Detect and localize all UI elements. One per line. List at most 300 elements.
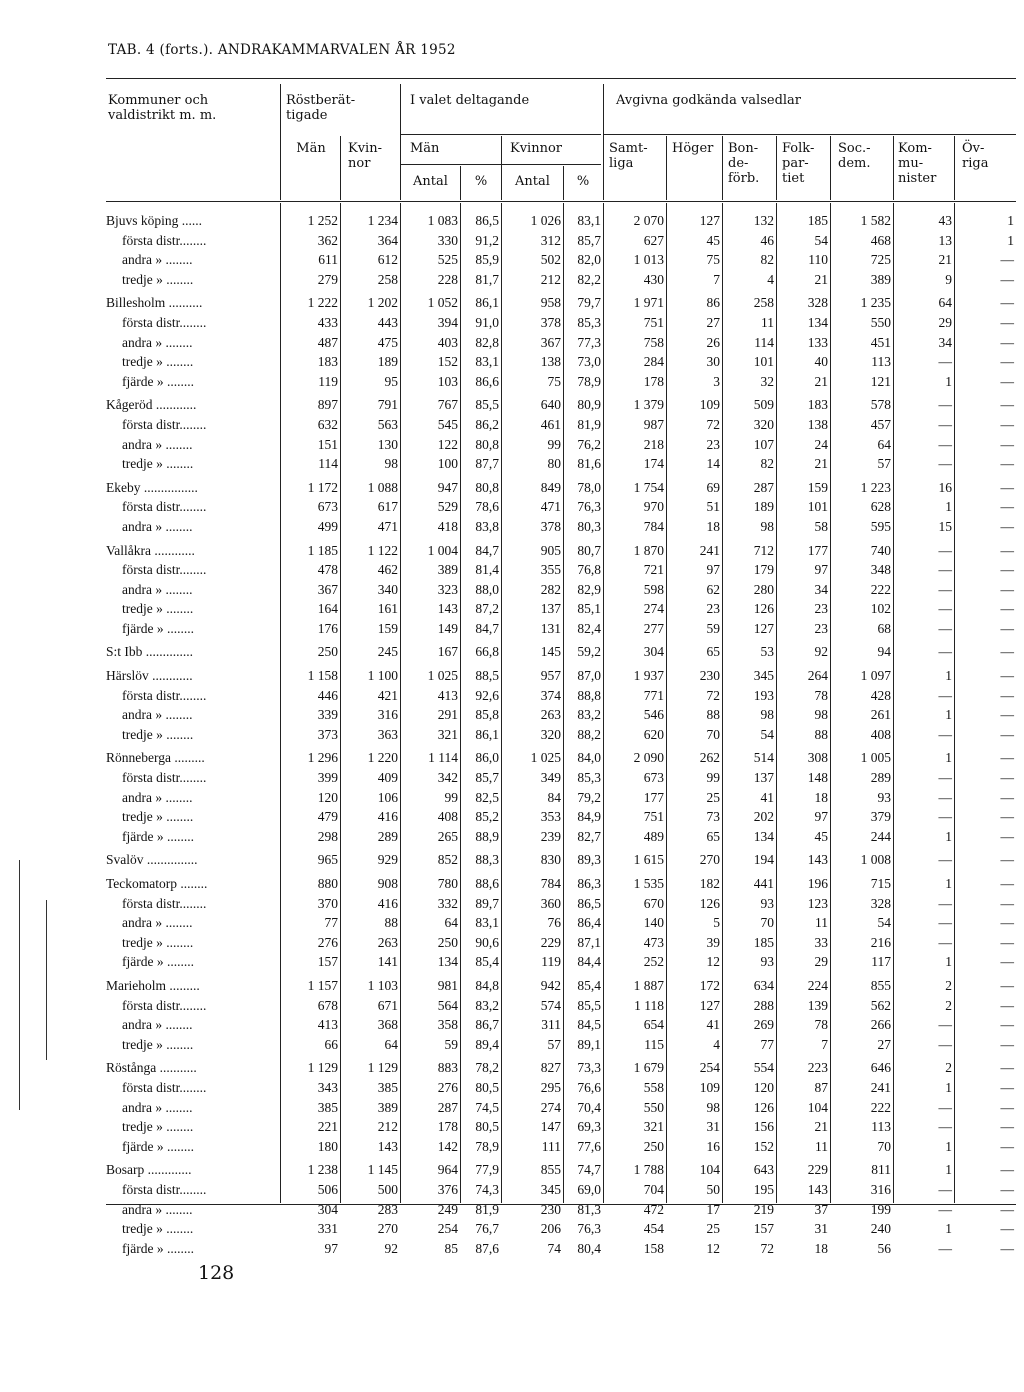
table-row-municipality [106,391,1017,415]
table-cell: 183 [317,354,338,370]
table-cell: 9 [945,271,952,287]
table-cell: 76,3 [577,499,601,515]
table-cell: 263 [540,707,561,723]
table-cell: 88 [384,915,398,931]
row-label-text: första distr........ [122,770,207,786]
table-cell: 416 [377,809,398,825]
table-cell: 230 [540,1201,561,1217]
table-cell: 29 [814,954,828,970]
table-cell: 230 [699,668,720,684]
table-cell: — [938,354,952,370]
row-label-text: Marieholm ......... [106,977,200,993]
table-cell: 224 [807,977,828,993]
table-cell: 7 [713,271,720,287]
table-cell: 151 [317,436,338,452]
header-sub-rule-left [401,134,601,135]
table-cell: 82,5 [475,789,499,805]
table-cell: 1 296 [307,750,338,766]
table-cell: 59 [706,620,720,636]
table-cell: 827 [540,1060,561,1076]
table-cell: 1 083 [427,213,458,228]
table-cell: 374 [540,687,561,703]
table-cell: 389 [870,271,891,287]
table-cell: — [938,687,952,703]
table-cell: 751 [643,314,664,330]
table-cell: 80 [547,456,561,472]
row-label-text: tredje » ........ [122,271,194,287]
row-label-text: Teckomatorp ........ [106,876,208,891]
table-cell: — [1000,620,1014,636]
table-cell: 964 [437,1162,458,1178]
table-cell: 471 [540,499,561,515]
table-cell: 1 937 [633,668,664,684]
table-cell: 250 [317,644,338,660]
table-row-district [106,705,1017,725]
table-cell: 21 [814,456,828,472]
row-label-text: första distr........ [122,232,207,248]
table-cell: 77,6 [577,1138,601,1154]
table-cell: 612 [377,252,398,268]
table-cell: 316 [377,707,398,723]
table-cell: 81,6 [577,456,601,472]
table-cell: 206 [540,1221,561,1237]
table-cell: 291 [437,707,458,723]
table-cell: 1 008 [860,852,891,868]
table-cell: 86,5 [475,213,499,228]
table-cell: 554 [753,1060,774,1076]
header-kommuner-line2: valdistrikt m. m. [108,108,217,123]
table-cell: 1 [945,1138,952,1154]
table-cell: 62 [706,581,720,597]
table-cell: 332 [437,895,458,911]
table-cell: 1 122 [367,542,398,558]
table-cell: 321 [437,726,458,742]
header-divider [722,136,723,200]
table-cell: 11 [815,915,828,931]
table-cell: 321 [643,1119,664,1135]
table-cell: 4 [767,271,774,287]
table-cell: 418 [437,518,458,534]
table-cell: 784 [643,518,664,534]
table-cell: 132 [753,213,774,228]
table-cell: 80,5 [475,1119,499,1135]
table-cell: — [1000,1119,1014,1135]
table-cell: 46 [760,232,774,248]
table-cell: 117 [871,954,891,970]
table-cell: 178 [437,1119,458,1135]
table-cell: — [938,726,952,742]
table-cell: 29 [938,314,952,330]
table-cell: 646 [870,1060,891,1076]
table-cell: 70 [877,1138,891,1154]
table-cell: 1 088 [367,479,398,495]
table-cell: 284 [643,354,664,370]
table-cell: 122 [437,436,458,452]
table-cell: 1 052 [427,295,458,311]
row-label-text: Ekeby ................ [106,479,198,495]
table-cell: 80,7 [577,542,601,558]
table-cell: 87 [814,1079,828,1095]
table-cell: 1 026 [530,213,561,228]
table-cell: 31 [814,1221,828,1237]
table-cell: 339 [317,707,338,723]
table-cell: 274 [540,1099,561,1115]
table-cell: 403 [437,334,458,350]
table-cell: 11 [815,1138,828,1154]
table-cell: 270 [377,1221,398,1237]
table-cell: 249 [437,1201,458,1217]
table-cell: 74,7 [577,1162,601,1178]
table-cell: 194 [753,852,774,868]
row-label [106,391,281,415]
table-cell: — [1000,668,1014,684]
table-cell: 99 [547,436,561,452]
table-cell: 506 [317,1181,338,1197]
table-cell: 97 [324,1240,338,1256]
table-cell: 145 [540,644,561,660]
table-cell: 41 [760,789,774,805]
table-cell: 2 090 [633,750,664,766]
table-cell: — [1000,1181,1014,1197]
table-row-district [106,913,1017,933]
table-cell: 212 [540,271,561,287]
table-cell: 180 [317,1138,338,1154]
header-folk-line3: tiet [782,171,805,186]
table-cell: 1 223 [860,479,891,495]
table-cell: 311 [541,1017,561,1033]
table-cell: 178 [643,373,664,389]
table-cell: 156 [753,1119,774,1135]
row-label [106,289,281,313]
table-cell: 21 [814,271,828,287]
table-cell: 92 [814,644,828,660]
table-cell: — [1000,828,1014,844]
table-row-municipality [106,537,1017,561]
table-cell: 1 [945,1079,952,1095]
table-cell: 73 [706,809,720,825]
table-cell: 66,8 [475,644,499,660]
row-label-text: andra » ........ [122,436,193,452]
table-cell: 489 [643,828,664,844]
table-cell: 473 [643,934,664,950]
row-label [106,662,281,686]
table-cell: 430 [643,271,664,287]
table-cell: 87,2 [475,601,499,617]
table-cell: 3 [713,373,720,389]
table-cell: 758 [643,334,664,350]
row-label-text: andra » ........ [122,1017,193,1033]
table-cell: 97 [706,562,720,578]
table-cell: 413 [317,1017,338,1033]
table-cell: — [1000,479,1014,495]
table-cell: 771 [643,687,664,703]
table-cell: — [938,416,952,432]
table-cell: 78 [814,687,828,703]
row-label [106,1137,281,1157]
table-cell: 82 [760,456,774,472]
table-cell: — [1000,954,1014,970]
table-cell: 54 [760,726,774,742]
table-cell: 340 [377,581,398,597]
table-cell: 345 [540,1181,561,1197]
table-cell: 564 [437,997,458,1013]
table-cell: 258 [377,271,398,287]
row-label [106,846,281,870]
table-cell: — [1000,271,1014,287]
table-cell: 304 [317,1201,338,1217]
row-label [106,952,281,972]
table-row-district [106,454,1017,474]
header-rostberattigade-line2: tigade [286,108,328,123]
header-hoger: Höger [672,141,714,156]
table-cell: 85,8 [475,707,499,723]
table-cell: 79,2 [577,789,601,805]
table-cell: 64 [877,436,891,452]
table-cell: 2 [945,1060,952,1076]
table-cell: 41 [706,1017,720,1033]
table-cell: 1 103 [367,977,398,993]
table-cell: — [938,809,952,825]
table-cell: 138 [540,354,561,370]
table-cell: 159 [807,479,828,495]
table-cell: — [1000,1162,1014,1178]
table-cell: — [938,789,952,805]
table-cell: 85,7 [475,770,499,786]
table-cell: 343 [317,1079,338,1095]
table-cell: 88,5 [475,668,499,684]
table-cell: 1 025 [427,668,458,684]
table-cell: 264 [807,668,828,684]
table-cell: 791 [377,397,398,413]
row-label [106,827,281,847]
row-label-text: Kågeröd ............ [106,397,197,413]
table-cell: 433 [317,314,338,330]
header-antal2: Antal [515,174,550,189]
table-cell: 2 070 [633,213,664,228]
table-cell: 908 [377,876,398,891]
table-row-municipality [106,289,1017,313]
table-cell: 1 615 [633,852,664,868]
row-label [106,638,281,662]
table-cell: 373 [317,726,338,742]
table-cell: 94 [877,644,891,660]
row-label [106,372,281,392]
table-cell: 89,4 [475,1036,499,1052]
header-divider [666,136,667,200]
table-cell: 216 [870,934,891,950]
table-cell: 69,3 [577,1119,601,1135]
table-cell: 457 [870,416,891,432]
table-cell: 222 [870,1099,891,1115]
table-cell: 1 172 [307,479,338,495]
table-cell: 362 [317,232,338,248]
header-bonde-line1: Bon- [728,141,759,156]
row-label-text: Billesholm .......... [106,295,203,311]
table-row-district [106,827,1017,847]
table-cell: 179 [753,562,774,578]
table-cell: — [938,915,952,931]
row-label-text: fjärde » ........ [122,373,194,389]
table-cell: 189 [377,354,398,370]
header-kvinnor-line1: Kvin- [348,141,382,156]
table-cell: 725 [870,252,891,268]
table-cell: 65 [706,828,720,844]
table-cell: 1 887 [633,977,664,993]
table-cell: 1 145 [367,1162,398,1178]
table-cell: 1 025 [530,750,561,766]
row-label-text: Bosarp ............. [106,1162,192,1178]
table-cell: 21 [814,1119,828,1135]
table-cell: 85,3 [577,770,601,786]
table-cell: 93 [760,895,774,911]
table-cell: — [938,562,952,578]
table-row-district [106,788,1017,808]
row-label-text: tredje » ........ [122,456,194,472]
table-cell: 640 [540,397,561,413]
table-cell: 27 [706,314,720,330]
table-cell: 1 [945,828,952,844]
table-cell: — [1000,581,1014,597]
table-cell: 441 [753,876,774,891]
header-soc-line2: dem. [838,156,871,171]
table-cell: 1 [945,707,952,723]
table-cell: 98 [760,707,774,723]
row-label [106,270,281,290]
table-cell: 23 [814,620,828,636]
table-cell: 276 [317,934,338,950]
table-cell: 670 [643,895,664,911]
table-cell: 76 [547,915,561,931]
table-cell: 263 [377,934,398,950]
table-cell: 1 788 [633,1162,664,1178]
margin-mark [19,860,20,1110]
table-cell: 1 004 [427,542,458,558]
table-cell: — [1000,314,1014,330]
table-cell: 929 [377,852,398,868]
table-cell: 137 [540,601,561,617]
table-cell: 283 [377,1201,398,1217]
table-row-municipality [106,474,1017,498]
table-cell: 1 097 [860,668,891,684]
header-socdem [838,141,871,171]
table-cell: 86,0 [475,750,499,766]
table-cell: 1 157 [307,977,338,993]
table-cell: 331 [317,1221,338,1237]
table-cell: 134 [807,314,828,330]
table-cell: 110 [808,252,828,268]
table-cell: 1 252 [307,213,338,228]
table-cell: 673 [317,499,338,515]
table-cell: 212 [377,1119,398,1135]
table-cell: 101 [807,499,828,515]
table-cell: 87,6 [475,1240,499,1256]
row-label-text: andra » ........ [122,1099,193,1115]
table-cell: 85,9 [475,252,499,268]
row-label [106,435,281,455]
table-cell: 363 [377,726,398,742]
table-cell: — [1000,1060,1014,1076]
header-divider [830,136,831,200]
row-label-text: fjärde » ........ [122,828,194,844]
table-cell: 101 [753,354,774,370]
table-cell: — [1000,456,1014,472]
table-row-district [106,372,1017,392]
table-cell: 266 [870,1017,891,1033]
table-cell: 26 [706,334,720,350]
table-cell: 261 [870,707,891,723]
table-cell: 56 [877,1240,891,1256]
table-cell: 223 [807,1060,828,1076]
row-label-text: fjärde » ........ [122,954,194,970]
table-cell: 947 [437,479,458,495]
table-cell: 195 [753,1181,774,1197]
table-cell: 376 [437,1181,458,1197]
table-cell: 276 [437,1079,458,1095]
table-cell: 219 [753,1201,774,1217]
table-cell: 12 [706,954,720,970]
table-cell: 550 [643,1099,664,1115]
table-cell: 500 [377,1181,398,1197]
row-label [106,580,281,600]
table-cell: 479 [317,809,338,825]
table-cell: — [1000,1017,1014,1033]
table-cell: 130 [377,436,398,452]
table-cell: 70 [760,915,774,931]
table-cell: 172 [699,977,720,993]
table-cell: 1 100 [367,668,398,684]
table-cell: 89,3 [577,852,601,868]
table-cell: 499 [317,518,338,534]
table-cell: 174 [643,456,664,472]
table-row-municipality [106,972,1017,996]
table-cell: 628 [870,499,891,515]
header-rostberattigade-line1: Röstberät- [286,93,356,108]
table-cell: 147 [540,1119,561,1135]
table-cell: 852 [437,852,458,868]
header-bonde-line2: de- [728,156,749,171]
table-cell: 75 [706,252,720,268]
table-cell: 416 [377,895,398,911]
table-cell: 239 [540,828,561,844]
table-cell: 678 [317,997,338,1013]
table-cell: 320 [753,416,774,432]
table-cell: 320 [540,726,561,742]
table-cell: 82 [760,252,774,268]
table-cell: 250 [437,934,458,950]
table-cell: 1 185 [307,542,338,558]
table-cell: 289 [377,828,398,844]
table-cell: 471 [377,518,398,534]
table-cell: 83,1 [577,213,601,228]
table-cell: 86,1 [475,726,499,742]
header-divider [501,136,502,200]
table-cell: 75 [547,373,561,389]
table-row-district [106,497,1017,517]
table-cell: 24 [814,436,828,452]
table-cell: 64 [384,1036,398,1052]
table-cell: 97 [814,809,828,825]
table-cell: 399 [317,770,338,786]
table-cell: 229 [807,1162,828,1178]
row-label-text: Vallåkra ............ [106,542,195,558]
table-cell: 389 [377,1099,398,1115]
table-cell: 143 [807,852,828,868]
table-cell: 529 [437,499,458,515]
table-row-district [106,996,1017,1016]
table-cell: 82,0 [577,252,601,268]
table-cell: 23 [706,436,720,452]
table-row-municipality [106,870,1017,894]
